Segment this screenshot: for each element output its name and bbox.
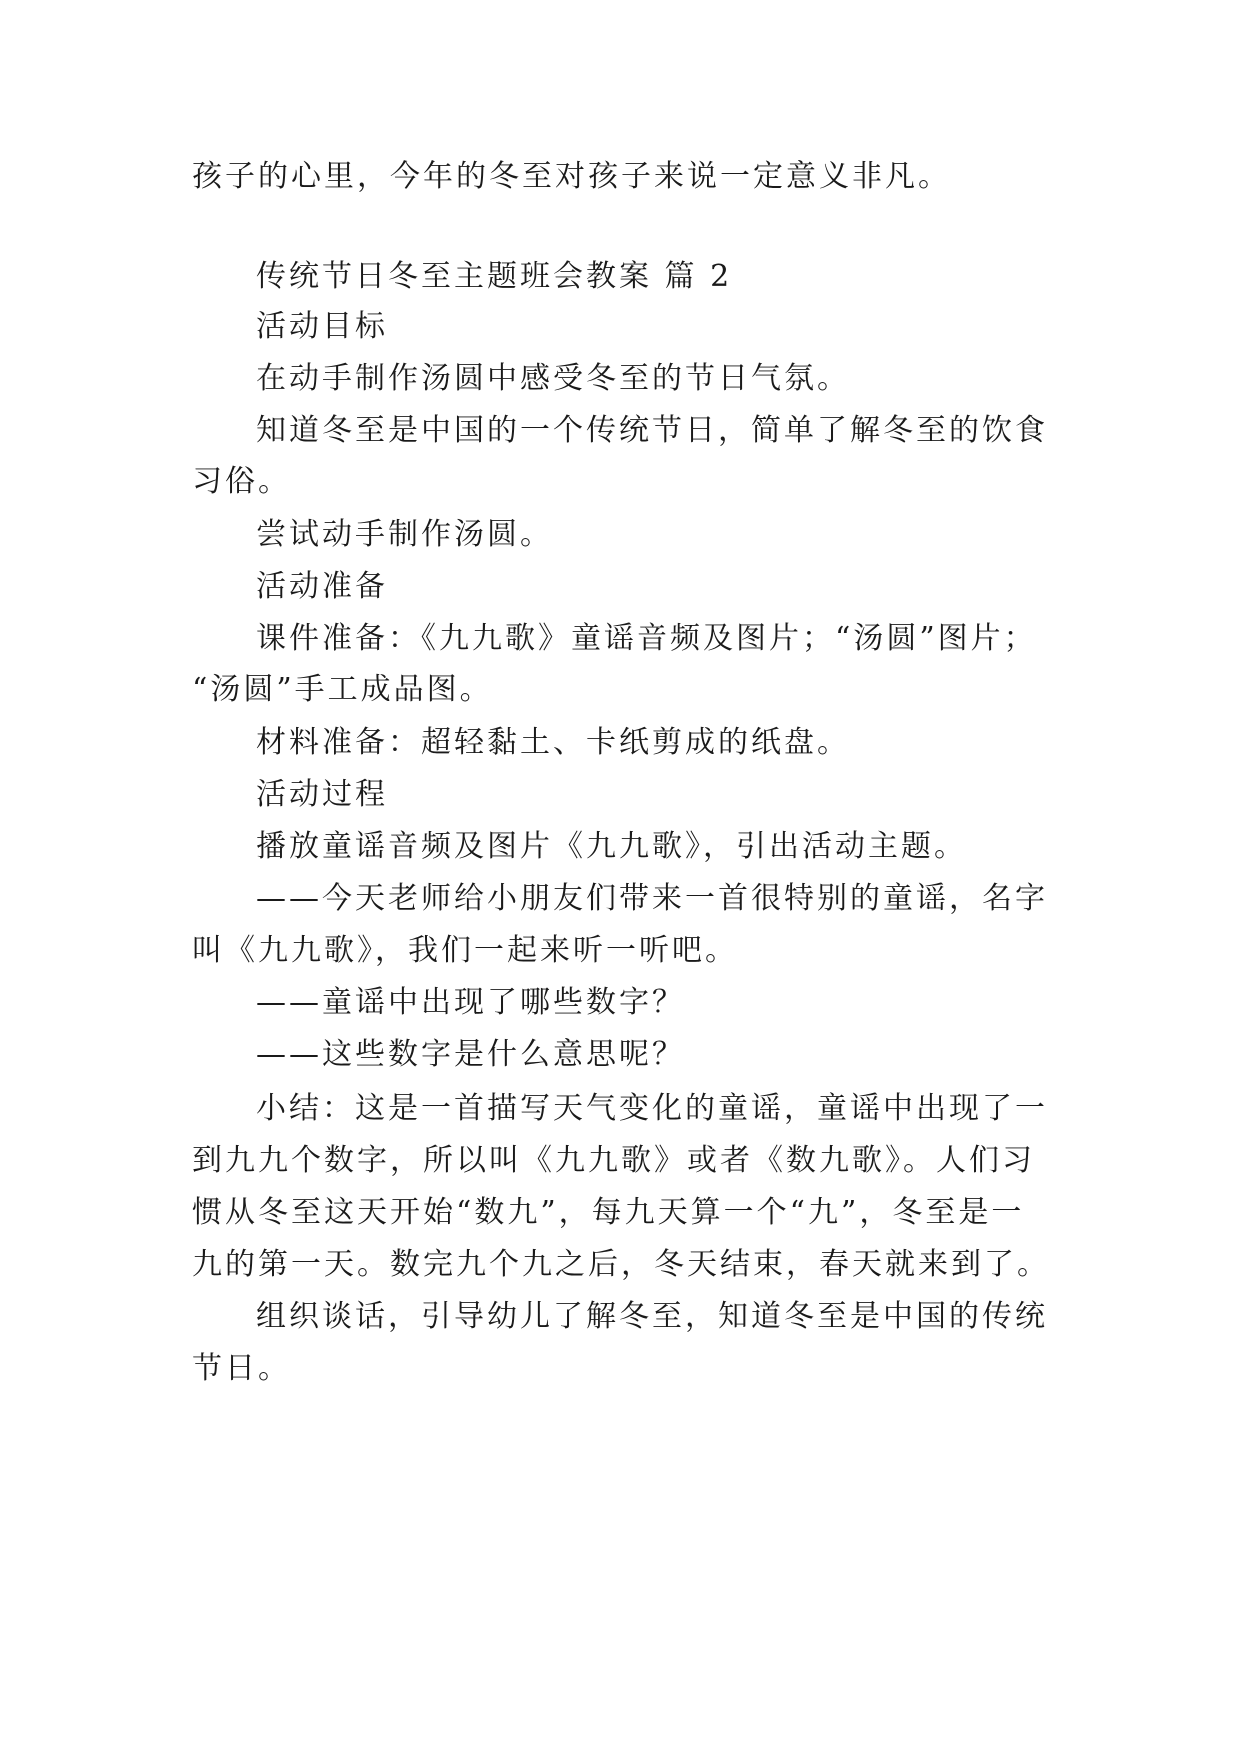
- paragraph-line: 课件准备：《九九歌》童谣音频及图片；“汤圆”图片；: [256, 621, 1037, 656]
- paragraph-line: ——这些数字是什么意思呢？: [256, 1037, 685, 1072]
- paragraph-line: 尝试动手制作汤圆。: [256, 517, 553, 552]
- paragraph-line: ——童谣中出现了哪些数字？: [256, 985, 685, 1020]
- paragraph-line: ——今天老师给小朋友们带来一首很特别的童谣，名字: [256, 881, 1048, 916]
- paragraph-line: “汤圆”手工成品图。: [192, 672, 493, 707]
- paragraph-line: 叫《九九歌》，我们一起来听一听吧。: [192, 933, 738, 968]
- paragraph-line: 小结：这是一首描写天气变化的童谣，童谣中出现了一: [256, 1091, 1048, 1126]
- paragraph-line: 九的第一天。数完九个九之后，冬天结束，春天就来到了。: [192, 1247, 1050, 1282]
- paragraph-line: 知道冬至是中国的一个传统节日，简单了解冬至的饮食: [256, 413, 1048, 448]
- paragraph-line: 组织谈话，引导幼儿了解冬至，知道冬至是中国的传统: [256, 1299, 1048, 1334]
- paragraph-line: 惯从冬至这天开始“数九”，每九天算一个“九”，冬至是一: [192, 1195, 1025, 1230]
- paragraph-line: 到九九个数字，所以叫《九九歌》或者《数九歌》。人们习: [192, 1143, 1035, 1178]
- paragraph-line: 习俗。: [192, 464, 291, 499]
- subsection-heading: 活动准备: [256, 569, 388, 604]
- section-heading: 传统节日冬至主题班会教案 篇 2: [256, 259, 733, 294]
- paragraph-line: 节日。: [192, 1351, 291, 1386]
- paragraph-line: 材料准备：超轻黏土、卡纸剪成的纸盘。: [256, 725, 850, 760]
- paragraph-line: 播放童谣音频及图片《九九歌》，引出活动主题。: [256, 829, 967, 864]
- paragraph-line: 孩子的心里，今年的冬至对孩子来说一定意义非凡。: [192, 159, 951, 194]
- paragraph-line: 在动手制作汤圆中感受冬至的节日气氛。: [256, 361, 850, 396]
- subsection-heading: 活动过程: [256, 777, 388, 812]
- subsection-heading: 活动目标: [256, 309, 388, 344]
